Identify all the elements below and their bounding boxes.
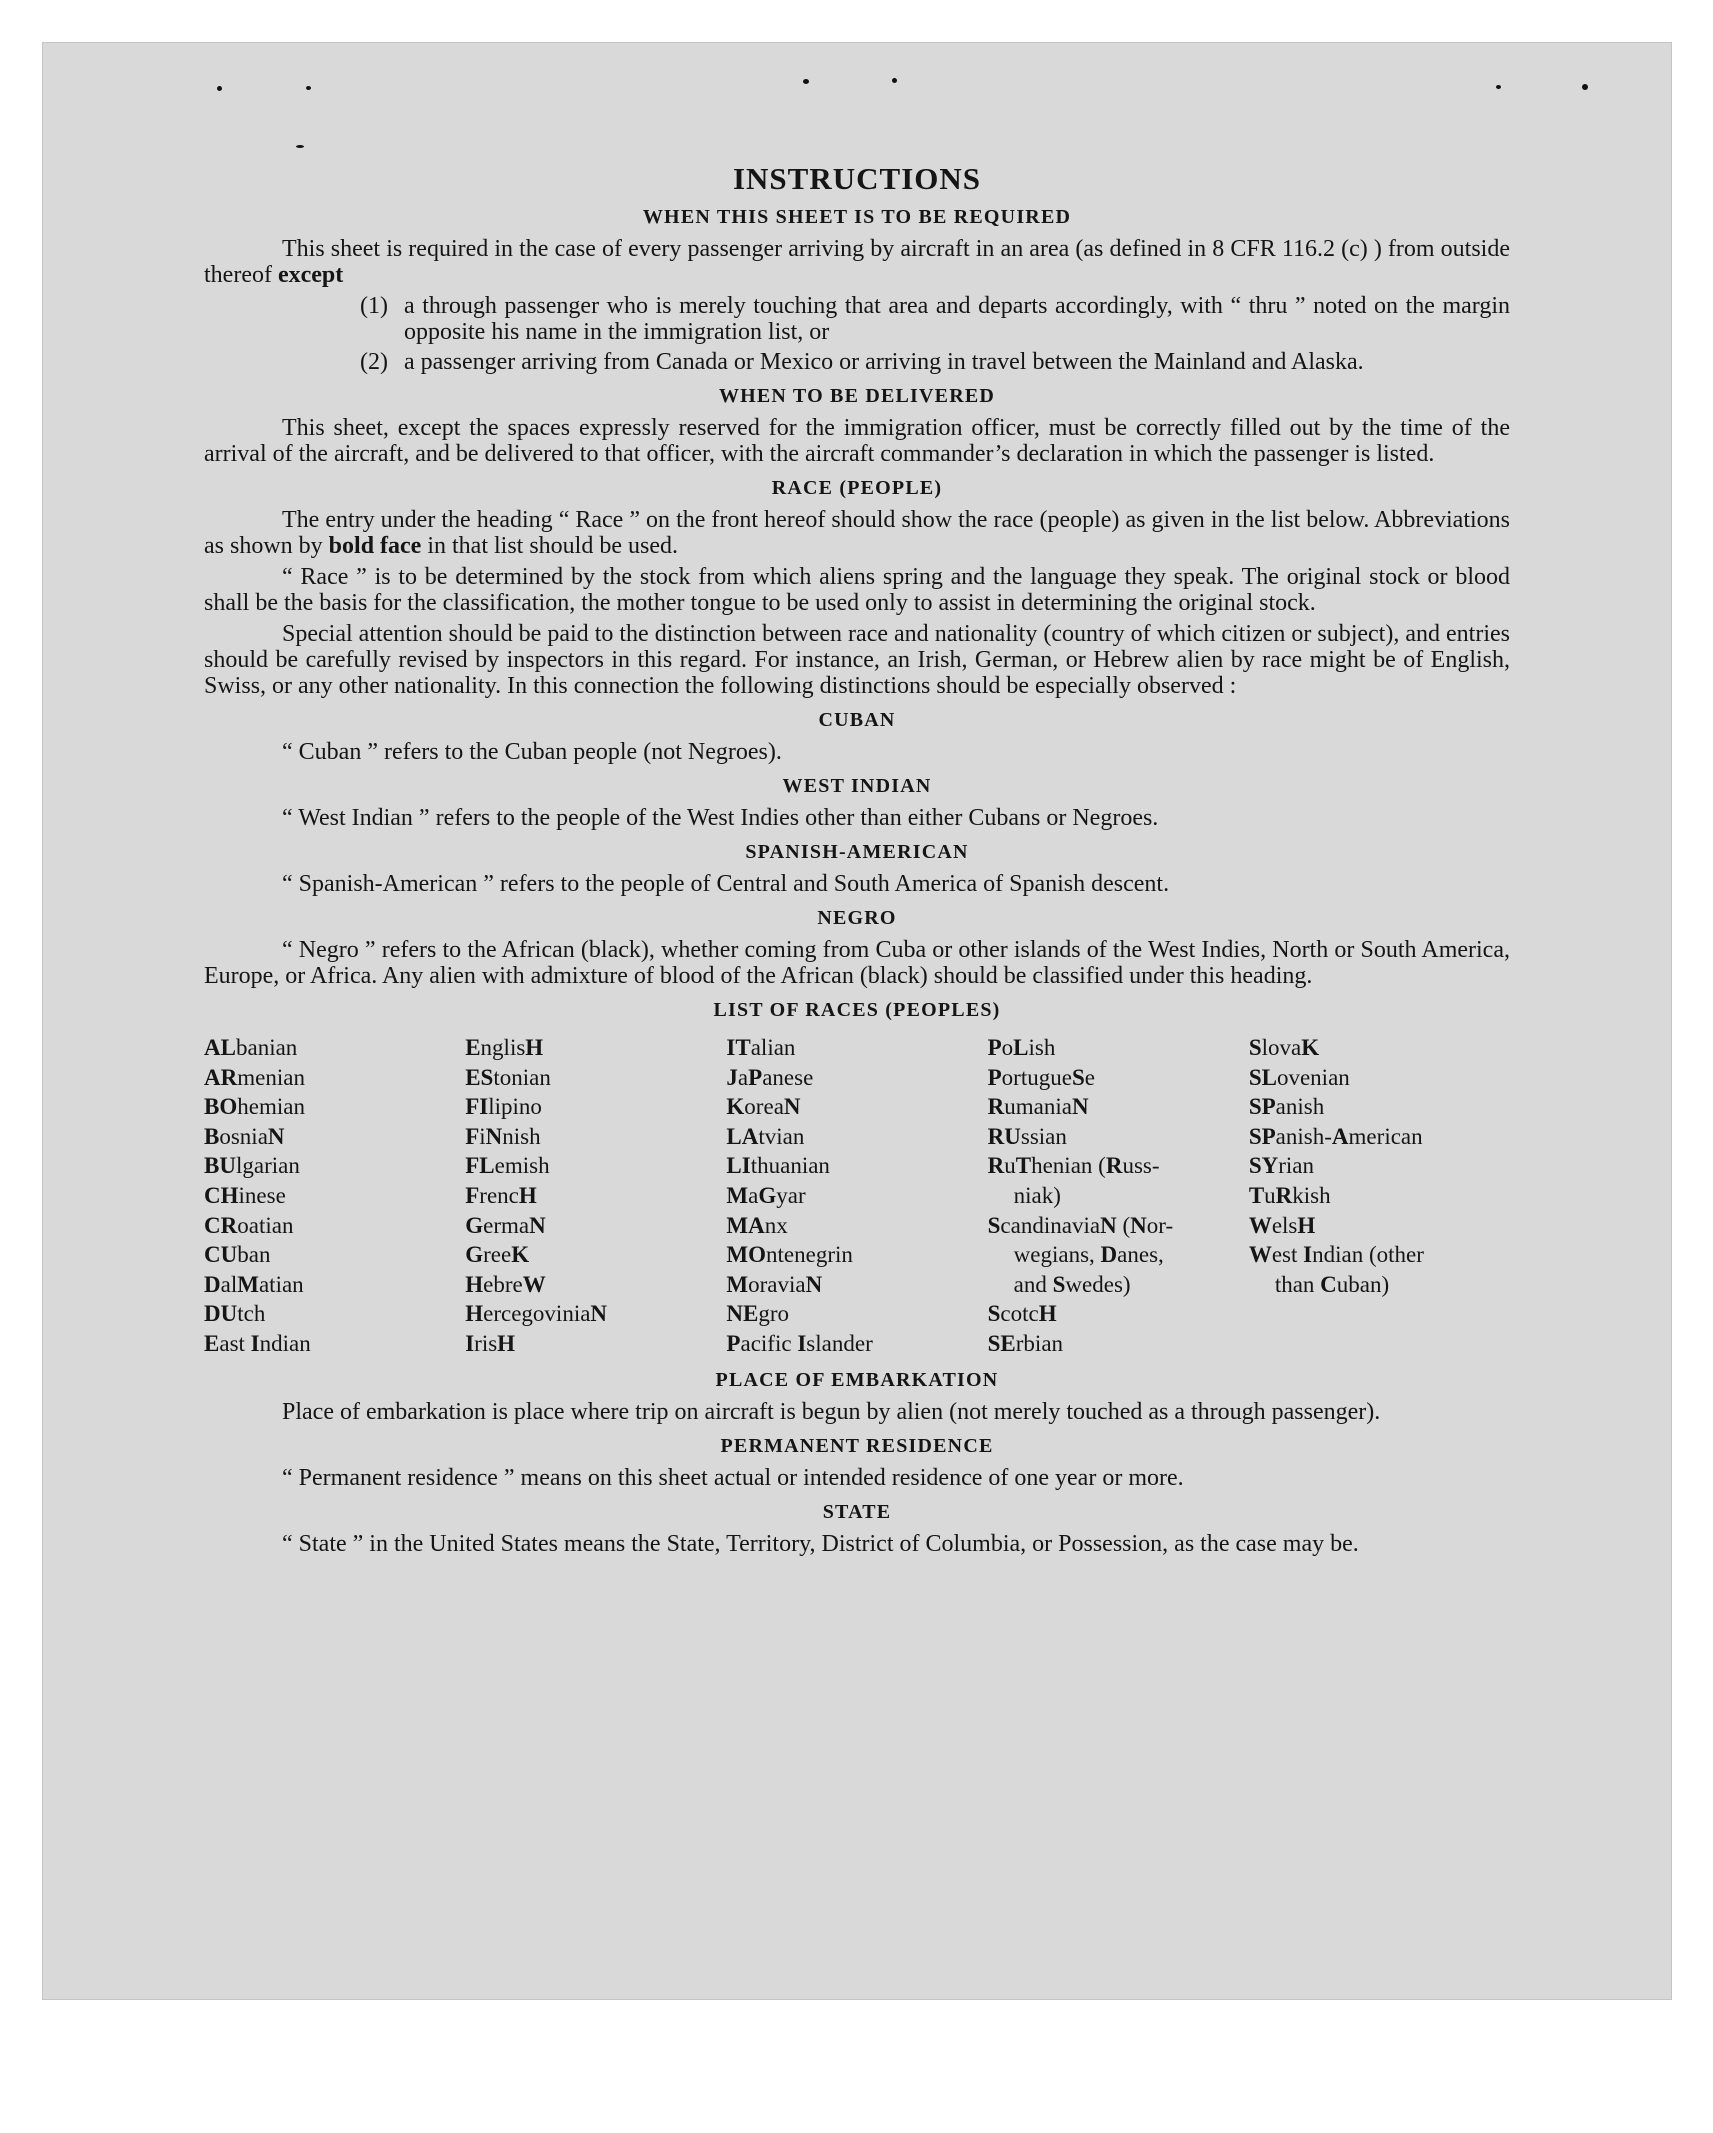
race-entry: FLemish xyxy=(465,1153,550,1179)
race-column xyxy=(204,1033,465,1359)
race-entry: DalMatian xyxy=(204,1271,304,1297)
required-intro: This sheet is required in the case of every passenger arriving by aircraft in an area (as defined in 8 CFR 116.2 (c) ) from outside thereof except xyxy=(204,236,1510,288)
race-entry: SYrian xyxy=(1248,1153,1315,1179)
race-entry: MOntenegrin xyxy=(726,1242,853,1268)
race-entry: SLovenian xyxy=(1248,1064,1350,1090)
race-entry: MAnx xyxy=(726,1212,788,1238)
race-paragraph-1: The entry under the heading “ Race ” on the front hereof should show the race (people) as given in the list below. Abbreviations as shown by bold face in that list should be used. xyxy=(204,507,1510,559)
race-entry: CRoatian xyxy=(204,1212,294,1238)
race-paragraph-2: “ Race ” is to be determined by the stock from which aliens spring and the language they speak. The original stock or blood shall be the basis for the classification, the mother tongue to be used only to assist in determining the original stock. xyxy=(204,564,1510,616)
race-entry: GreeK xyxy=(465,1242,530,1268)
race-entry: KoreaN xyxy=(726,1094,801,1120)
race-entry: ITalian xyxy=(726,1035,796,1060)
negro-text: “ Negro ” refers to the African (black), whether coming from Cuba or other islands of the West Indies, North or South America, Europe, or Africa. Any alien with admixture of blood of the African (black) should be classified under this heading. xyxy=(204,937,1510,989)
race-entry: Pacific Islander xyxy=(726,1330,873,1356)
race-entry: BOhemian xyxy=(204,1094,305,1120)
race-entry: DUtch xyxy=(204,1301,266,1327)
west-indian-text: “ West Indian ” refers to the people of the West Indies other than either Cubans or Negroes. xyxy=(282,805,1159,831)
race-entry: ScotcH xyxy=(987,1301,1057,1327)
race-entry: East Indian xyxy=(204,1330,311,1356)
race-entry: WelsH xyxy=(1248,1212,1316,1238)
exception-item-2: (2) a passenger arriving from Canada or Mexico or arriving in travel between the Mainland and Alaska. xyxy=(360,349,1364,375)
state-text: “ State ” in the United States means the State, Territory, District of Columbia, or Possession, as the case may be. xyxy=(282,1530,1359,1557)
race-entry: BosniaN xyxy=(204,1123,285,1149)
heading-delivered: WHEN TO BE DELIVERED xyxy=(718,385,996,407)
exception-list xyxy=(360,293,1510,375)
punch-mark xyxy=(1496,85,1501,89)
race-entry: MoraviaN xyxy=(726,1271,823,1297)
punch-mark xyxy=(306,86,311,90)
race-entry: SErbian xyxy=(987,1330,1064,1356)
race-entry: ALbanian xyxy=(204,1035,298,1060)
heading-west-indian: WEST INDIAN xyxy=(782,775,932,797)
punch-mark xyxy=(892,78,897,83)
race-entry: SlovaK xyxy=(1248,1035,1320,1060)
race-entry: PoLish xyxy=(987,1035,1056,1060)
heading-required: WHEN THIS SHEET IS TO BE REQUIRED xyxy=(642,206,1072,228)
heading-state: STATE xyxy=(822,1500,892,1523)
race-entry: TuRkish xyxy=(1248,1182,1331,1208)
instructions-page xyxy=(204,162,1510,1562)
page-title: INSTRUCTIONS xyxy=(732,161,981,196)
race-entry: FrencH xyxy=(465,1182,537,1208)
race-entry: West Indian (other than Cuban) xyxy=(1248,1242,1424,1297)
race-entry: BUlgarian xyxy=(204,1153,300,1179)
race-paragraph-3: Special attention should be paid to the distinction between race and nationality (country of which citizen or subject), and entries should be carefully revised by inspectors in this regard. For instance, an Irish, German, or Hebrew alien by race might be of English, Swiss, or any other nationality. In this connection the following distinctions should be especially observed : xyxy=(204,621,1510,699)
race-entry: EnglisH xyxy=(465,1035,544,1060)
embarkation-text: Place of embarkation is place where trip on aircraft is begun by alien (not merely touched as a through passenger). xyxy=(282,1398,1381,1425)
residence-text: “ Permanent residence ” means on this sheet actual or intended residence of one year or more. xyxy=(282,1464,1184,1491)
race-entry: EStonian xyxy=(465,1064,551,1090)
cuban-text: “ Cuban ” refers to the Cuban people (not Negroes). xyxy=(282,739,782,765)
race-entry: IrisH xyxy=(465,1330,516,1356)
race-entry: SPanish-American xyxy=(1248,1123,1423,1149)
race-entry: FiNnish xyxy=(465,1123,541,1149)
race-column xyxy=(1249,1033,1510,1359)
race-entry: HercegoviniaN xyxy=(465,1301,608,1327)
heading-race: RACE (PEOPLE) xyxy=(771,477,943,499)
race-entry: ScandinaviaN (Nor- wegians, Danes, and Swedes) xyxy=(987,1212,1174,1297)
heading-list-of-races: LIST OF RACES (PEOPLES) xyxy=(713,999,1001,1021)
spanish-american-text: “ Spanish-American ” refers to the people of Central and South America of Spanish descent. xyxy=(282,871,1170,897)
exception-item-1: (1) a through passenger who is merely touching that area and departs accordingly, with “ thru ” noted on the margin opposite his name in the immigration list, or xyxy=(360,293,1510,345)
punch-mark xyxy=(803,79,809,84)
race-entry: RUssian xyxy=(987,1123,1067,1149)
race-entry: JaPanese xyxy=(726,1064,814,1090)
heading-residence: PERMANENT RESIDENCE xyxy=(720,1434,994,1457)
punch-mark xyxy=(217,86,222,91)
race-column xyxy=(988,1033,1249,1359)
race-entry: CHinese xyxy=(204,1182,286,1208)
race-entry: HebreW xyxy=(465,1271,546,1297)
race-entry: PortugueSe xyxy=(987,1064,1095,1090)
race-entry: GermaN xyxy=(465,1212,546,1238)
race-entry: MaGyar xyxy=(726,1182,806,1208)
race-column xyxy=(465,1033,726,1359)
race-entry: LAtvian xyxy=(726,1123,805,1149)
race-entry: NEgro xyxy=(726,1301,790,1327)
heading-cuban: CUBAN xyxy=(818,709,896,731)
delivered-text: This sheet, except the spaces expressly reserved for the immigration officer, must be correctly filled out by the time of the arrival of the aircraft, and be delivered to that officer, with the aircraft commander’s declaration in which the passenger is listed. xyxy=(204,415,1510,467)
race-list xyxy=(204,1033,1510,1359)
race-entry: SPanish xyxy=(1248,1094,1325,1120)
heading-negro: NEGRO xyxy=(817,907,897,929)
race-entry: RumaniaN xyxy=(987,1094,1089,1120)
race-column xyxy=(726,1033,987,1359)
heading-spanish-american: SPANISH-AMERICAN xyxy=(745,841,969,863)
race-entry: CUban xyxy=(204,1242,271,1268)
race-entry: RuThenian (Russ- niak) xyxy=(987,1153,1160,1208)
race-entry: ARmenian xyxy=(204,1064,305,1090)
race-entry: FIlipino xyxy=(465,1094,542,1120)
punch-mark xyxy=(1582,84,1588,90)
punch-mark xyxy=(296,145,304,148)
race-entry: LIthuanian xyxy=(726,1153,830,1179)
heading-embarkation: PLACE OF EMBARKATION xyxy=(715,1368,999,1391)
